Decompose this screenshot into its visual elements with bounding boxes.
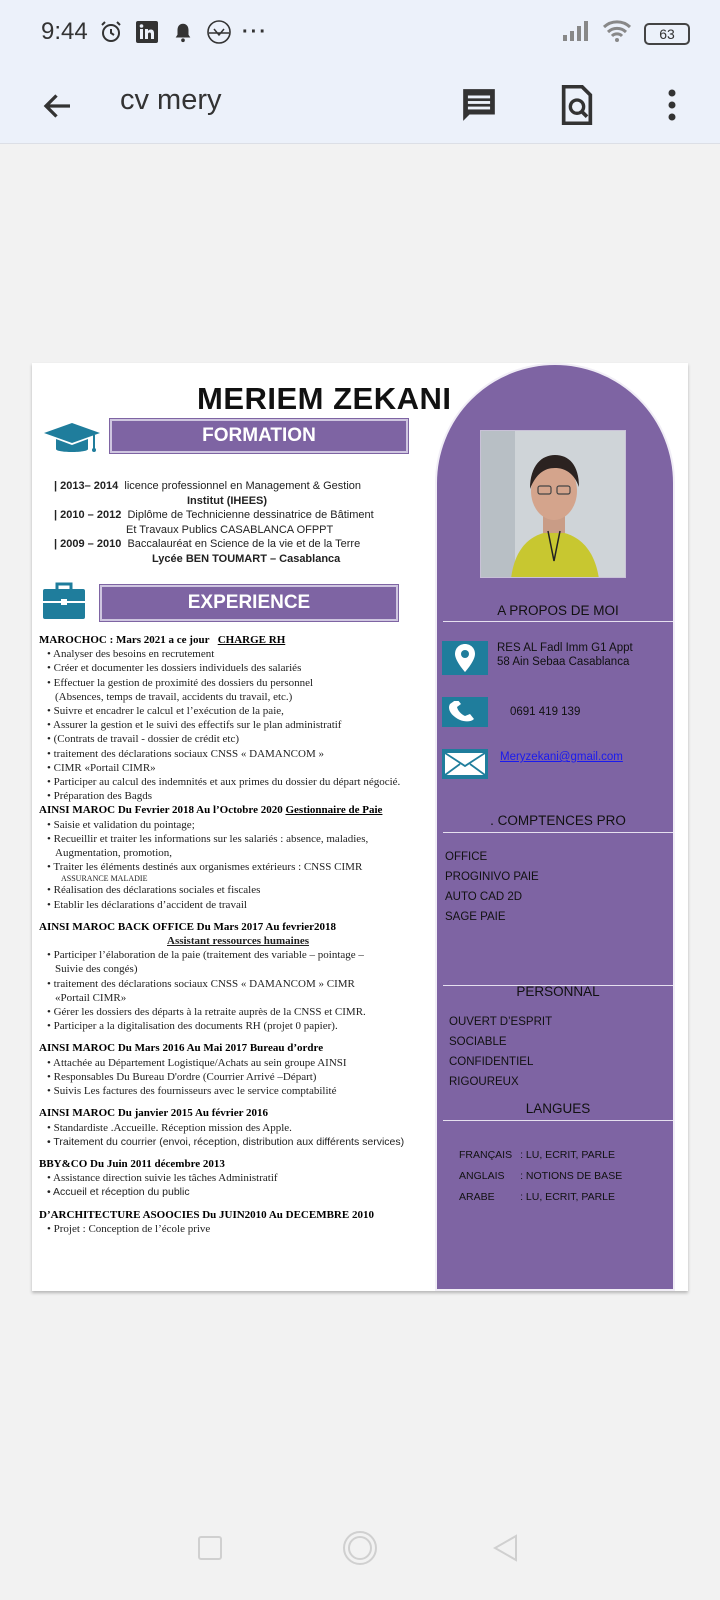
app-bar xyxy=(0,70,720,144)
formation-list xyxy=(54,479,374,566)
list-item: • Participer au calcul des indemnités et aux primes du dossier du départ négocié. xyxy=(39,775,437,789)
list-item: ASSURANCE MALADIE xyxy=(61,874,148,884)
address: RES AL Fadl Imm G1 Appt 58 Ain Sebaa Casablanca xyxy=(497,642,633,668)
languages-heading: LANGUES xyxy=(525,1101,591,1116)
app-icon xyxy=(206,18,232,46)
search-document-button[interactable] xyxy=(552,80,602,130)
list-item: • Préparation des Bagds xyxy=(39,789,437,803)
comment-icon xyxy=(460,86,498,124)
formation-sub: Lycée BEN TOUMART – Casablanca xyxy=(152,552,341,565)
language-row: FRANÇAIS : LU, ECRIT, PARLE xyxy=(459,1149,616,1161)
job-header: D’ARCHITECTURE ASOOCIES Du JUIN2010 Au DECEMBRE 2010 xyxy=(39,1208,374,1221)
list-item: • Assistance direction suivie les tâches Administratif xyxy=(39,1171,437,1185)
list-item: • Projet : Conception de l’école prive xyxy=(39,1222,437,1236)
list-item: • traitement des déclarations sociaux CNSS « DAMANCOM » xyxy=(39,747,437,761)
formation-heading: FORMATION xyxy=(110,419,408,453)
personal-item: SOCIABLE xyxy=(449,1036,507,1048)
recents-button[interactable] xyxy=(190,1528,230,1568)
linkedin-icon xyxy=(134,18,160,46)
navigation-bar xyxy=(0,1500,720,1600)
skill-item: AUTO CAD 2D xyxy=(445,891,523,903)
list-item: Augmentation, promotion, xyxy=(55,847,173,860)
list-item: Suivie des congés) xyxy=(55,963,138,976)
signal-icon xyxy=(562,20,590,47)
language-row: ANGLAIS : NOTIONS DE BASE xyxy=(459,1170,623,1182)
list-item: «Portail CIMR» xyxy=(55,991,127,1004)
document-page xyxy=(32,363,688,1291)
list-item: • Etablir les déclarations d’accident de travail xyxy=(39,898,437,912)
formation-item: | 2010 – 2012 Diplôme de Technicienne dessinatrice de Bâtiment xyxy=(54,509,374,521)
back-arrow-icon xyxy=(40,88,76,124)
personal-list xyxy=(449,1012,552,1092)
phone-number: 0691 419 139 xyxy=(510,706,581,718)
alarm-icon xyxy=(98,18,124,46)
cv-name: MERIEM ZEKANI xyxy=(197,381,452,416)
list-item: • Attachée au Département Logistique/Achats au sein groupe AINSI xyxy=(39,1056,437,1070)
formation-item: | 2009 – 2010 Baccalauréat en Science de la vie et de la Terre xyxy=(54,538,361,550)
list-item: • Responsables Du Bureau D'ordre (Courrier Arrivé –Départ) xyxy=(39,1070,437,1084)
list-item: • Traitement du courrier (envoi, réception, distribution aux différents services) xyxy=(39,1135,437,1149)
job-header: AINSI MAROC Du Mars 2016 Au Mai 2017 Bureau d’ordre xyxy=(39,1042,324,1055)
list-item: • Participer l’élaboration de la paie (traitement des variable – pointage – xyxy=(39,948,437,962)
list-item: • Gérer les dossiers des départs à la retraite auprès de la CNSS et CIMR. xyxy=(39,1005,437,1019)
list-item: • Accueil et réception du public xyxy=(39,1185,437,1199)
personal-item: CONFIDENTIEL xyxy=(449,1056,534,1068)
list-item: • Analyser des besoins en recrutement xyxy=(39,647,437,661)
formation-sub: Et Travaux Publics CASABLANCA OFPPT xyxy=(126,523,334,536)
list-item: • Suivre et encadrer le calcul et l’exécution de la paie, xyxy=(39,704,437,718)
back-nav-button[interactable] xyxy=(486,1528,526,1568)
more-icon: ··· xyxy=(242,20,268,43)
home-button[interactable] xyxy=(340,1528,380,1568)
bell-icon xyxy=(170,18,196,46)
job-header: BBY&CO Du Juin 2011 décembre 2013 xyxy=(39,1157,225,1170)
skill-item: PROGINIVO PAIE xyxy=(445,871,539,883)
job-role: Assistant ressources humaines xyxy=(167,935,309,948)
about-heading: A PROPOS DE MOI xyxy=(497,603,619,618)
list-item: • (Contrats de travail - dossier de crédit etc) xyxy=(39,732,437,746)
list-item: • Réalisation des déclarations sociales et fiscales xyxy=(39,883,437,897)
email-link[interactable]: Meryzekani@gmail.com xyxy=(500,751,623,763)
briefcase-icon xyxy=(42,581,86,621)
graduation-cap-icon xyxy=(42,419,102,459)
personal-heading: PERSONNAL xyxy=(516,984,600,999)
status-time: 9:44 xyxy=(41,18,88,45)
formation-sub: Institut (IHEES) xyxy=(187,494,268,507)
list-item: • traitement des déclarations sociaux CNSS « DAMANCOM » CIMR xyxy=(39,977,437,991)
more-options-button[interactable] xyxy=(647,80,697,130)
job-header: AINSI MAROC Du Fevrier 2018 Au l’Octobre 2020 Gestionnaire de Paie xyxy=(39,804,383,817)
triangle-back-icon xyxy=(492,1533,520,1563)
battery-icon: 63 xyxy=(644,23,690,45)
list-item: • Créer et documenter les dossiers individuels des salariés xyxy=(39,661,437,675)
experience-heading: EXPERIENCE xyxy=(100,585,398,621)
comments-button[interactable] xyxy=(454,80,504,130)
location-icon xyxy=(442,641,488,675)
list-item: • Participer a la digitalisation des documents RH (projet 0 papier). xyxy=(39,1019,437,1033)
list-item: • Assurer la gestion et le suivi des effectifs sur le plan administratif xyxy=(39,718,437,732)
personal-item: RIGOUREUX xyxy=(449,1076,519,1088)
personal-item: OUVERT D’ESPRIT xyxy=(449,1016,553,1028)
skill-item: SAGE PAIE xyxy=(445,911,506,923)
skills-heading: . COMPTENCES PRO xyxy=(490,813,626,828)
divider xyxy=(443,832,673,833)
skills-list xyxy=(445,847,539,927)
language-row: ARABE : LU, ECRIT, PARLE xyxy=(459,1191,616,1203)
job-header: AINSI MAROC Du janvier 2015 Au février 2016 xyxy=(39,1107,269,1120)
profile-photo xyxy=(480,430,626,578)
back-button[interactable] xyxy=(34,82,82,130)
list-item: • Recueillir et traiter les informations sur les salariés : absence, maladies, xyxy=(39,832,437,846)
list-item: (Absences, temps de travail, accidents du travail, etc.) xyxy=(55,690,293,703)
circle-icon xyxy=(341,1529,379,1567)
wifi-icon xyxy=(602,20,632,47)
status-bar xyxy=(0,0,720,70)
divider xyxy=(443,1120,673,1121)
list-item: • Suivis Les factures des fournisseurs avec le service comptabilité xyxy=(39,1084,437,1098)
list-item: • Saisie et validation du pointage; xyxy=(39,818,437,832)
document-title: cv mery xyxy=(120,84,222,116)
list-item: • Standardiste .Accueille. Réception mission des Apple. xyxy=(39,1121,437,1135)
job-header: MAROCHOC : Mars 2021 a ce jour CHARGE RH xyxy=(39,634,286,646)
list-item: • Effectuer la gestion de proximité des dossiers du personnel xyxy=(39,676,437,690)
list-item: • Traiter les éléments destinés aux organismes extérieurs : CNSS CIMR xyxy=(39,860,437,874)
divider xyxy=(443,621,673,622)
more-vert-icon xyxy=(660,87,684,123)
skill-item: OFFICE xyxy=(445,851,488,863)
languages-table xyxy=(457,1144,630,1209)
search-doc-icon xyxy=(560,85,594,125)
mail-icon xyxy=(442,749,488,779)
job-header: AINSI MAROC BACK OFFICE Du Mars 2017 Au fevrier2018 xyxy=(39,920,336,933)
experience-list xyxy=(39,633,437,1236)
phone-icon xyxy=(442,697,488,727)
list-item: • CIMR «Portail CIMR» xyxy=(39,761,437,775)
formation-item: | 2013– 2014 licence professionnel en Management & Gestion xyxy=(54,480,362,492)
square-icon xyxy=(197,1535,223,1561)
